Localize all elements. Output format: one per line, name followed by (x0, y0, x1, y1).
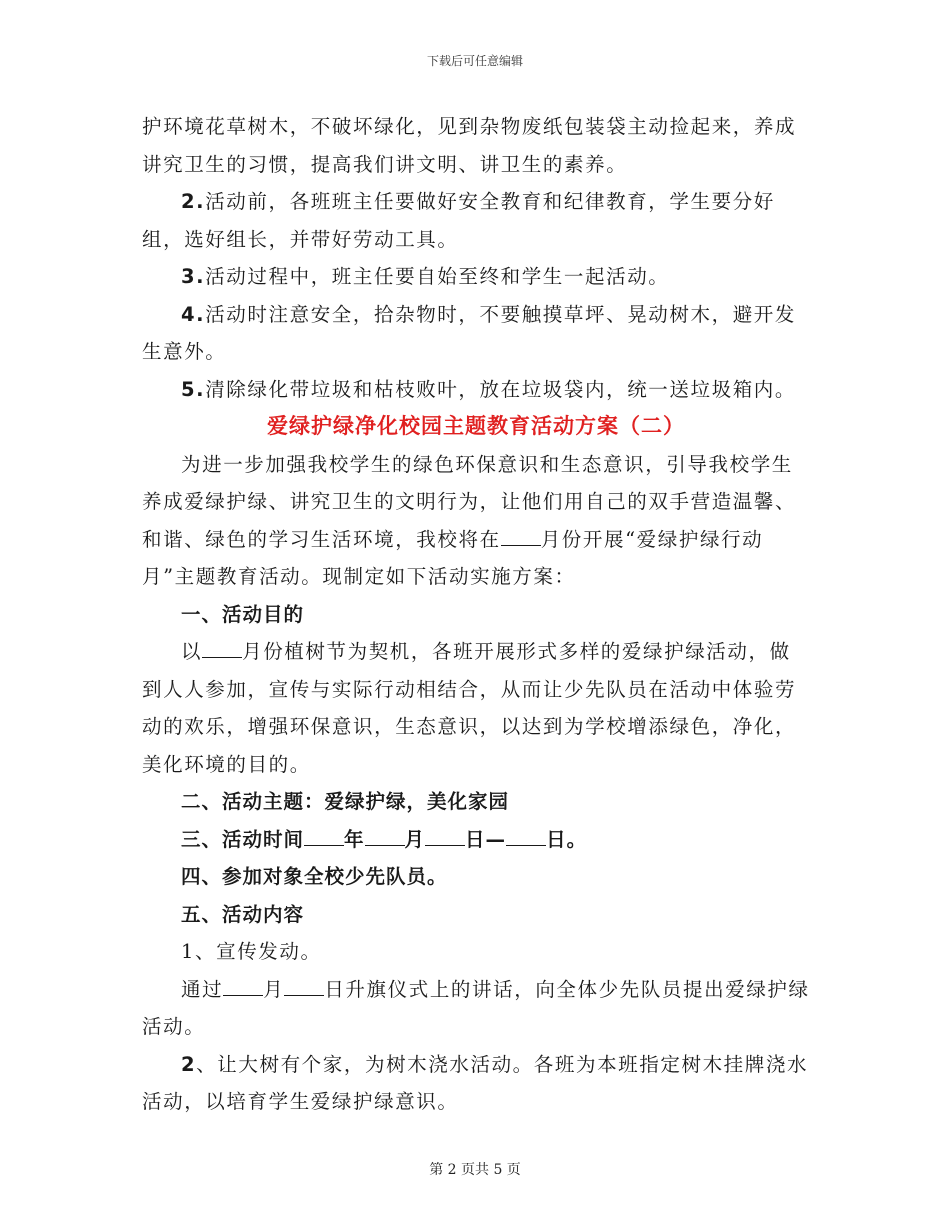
time-day-end: 日。 (546, 827, 588, 851)
list-text: 活动过程中，班主任要自始至终和学生一起活动。 (205, 265, 670, 288)
s1-text-a: 通过 (181, 977, 224, 1001)
purpose-paragraph (142, 633, 810, 783)
s1-text-c: 日升旗仪式上的讲话，向全体少先队员提出爱绿护绿活动。 (142, 977, 810, 1038)
list-number: 3. (181, 265, 206, 288)
fill-blank (501, 527, 541, 546)
intro-text-b: 月份开展“爱绿护绿行动月”主题教育活动。现制定如下活动实施方案： (142, 527, 764, 588)
fill-blank (223, 977, 263, 996)
list-item-2 (142, 183, 810, 258)
time-label: 三、活动时间 (181, 827, 305, 851)
list-number: 5. (181, 377, 206, 401)
intro-paragraph (142, 446, 810, 596)
list-number: 2. (181, 190, 206, 213)
heading-theme: 二、活动主题：爱绿护绿，美化家园 (181, 790, 510, 813)
list-number: 4. (181, 302, 206, 326)
heading-purpose: 一、活动目的 (181, 602, 305, 626)
list-item-4 (142, 296, 810, 371)
section-title: 爱绿护绿净化校园主题教育活动方案（二） (267, 414, 685, 438)
page-footer: 第 2 页共 5 页 (429, 1162, 521, 1178)
fill-blank (506, 827, 546, 846)
purpose-text-a: 以 (181, 640, 203, 663)
list-number: 2 (181, 1052, 197, 1076)
subitem-1: 1、宣传发动。 (181, 940, 322, 963)
fill-blank (284, 977, 324, 996)
subitem-2 (142, 1046, 810, 1121)
intro-text-a: 为进一步加强我校学生的绿色环保意识和生态意识，引导我校学生养成爱绿护绿、讲究卫生的文明行为，让他们用自己的双手营造温馨、和谐、绿色的学习生活环境，我校将在 (142, 452, 797, 551)
list-text: 、让大树有个家，为树木浇水活动。各班为本班指定树木挂牌浇水活动，以培育学生爱绿护绿意识。 (142, 1052, 809, 1113)
fill-blank (425, 827, 465, 846)
paragraph-continuation: 护环境花草树木，不破坏绿化，见到杂物废纸包装袋主动捡起来，养成讲究卫生的习惯，提高我们讲文明、讲卫生的素养。 (142, 115, 797, 176)
list-text: 清除绿化带垃圾和枯枝败叶，放在垃圾袋内，统一送垃圾箱内。 (205, 377, 796, 401)
time-month: 月 (404, 827, 426, 851)
list-text: 活动时注意安全，拾杂物时，不要触摸草坪、晃动树木，避开发生意外。 (142, 302, 796, 363)
list-item-5 (142, 371, 810, 409)
page-header: 下载后可任意编辑 (426, 54, 523, 68)
time-year: 年 (344, 827, 365, 851)
subitem-1-paragraph (142, 971, 810, 1046)
heading-content: 五、活动内容 (181, 902, 305, 926)
fill-blank (202, 639, 242, 658)
time-day-range: 日— (465, 827, 507, 851)
heading-time (142, 821, 810, 859)
fill-blank (365, 827, 405, 846)
s1-text-b: 月 (263, 977, 285, 1001)
list-text: 活动前，各班班主任要做好安全教育和纪律教育，学生要分好组，选好组长，并带好劳动工具。 (142, 190, 775, 251)
fill-blank (304, 827, 344, 846)
purpose-text-b: 月份植树节为契机，各班开展形式多样的爱绿护绿活动，做到人人参加，宣传与实际行动相结合，从而让少先队员在活动中体验劳动的欢乐，增强环保意识，生态意识，以达到为学校增添绿色，净化，美化环境的目的。 (142, 640, 797, 776)
list-item-3 (142, 258, 810, 296)
document-body (142, 108, 810, 1121)
heading-participants: 四、参加对象全校少先队员。 (181, 865, 448, 888)
